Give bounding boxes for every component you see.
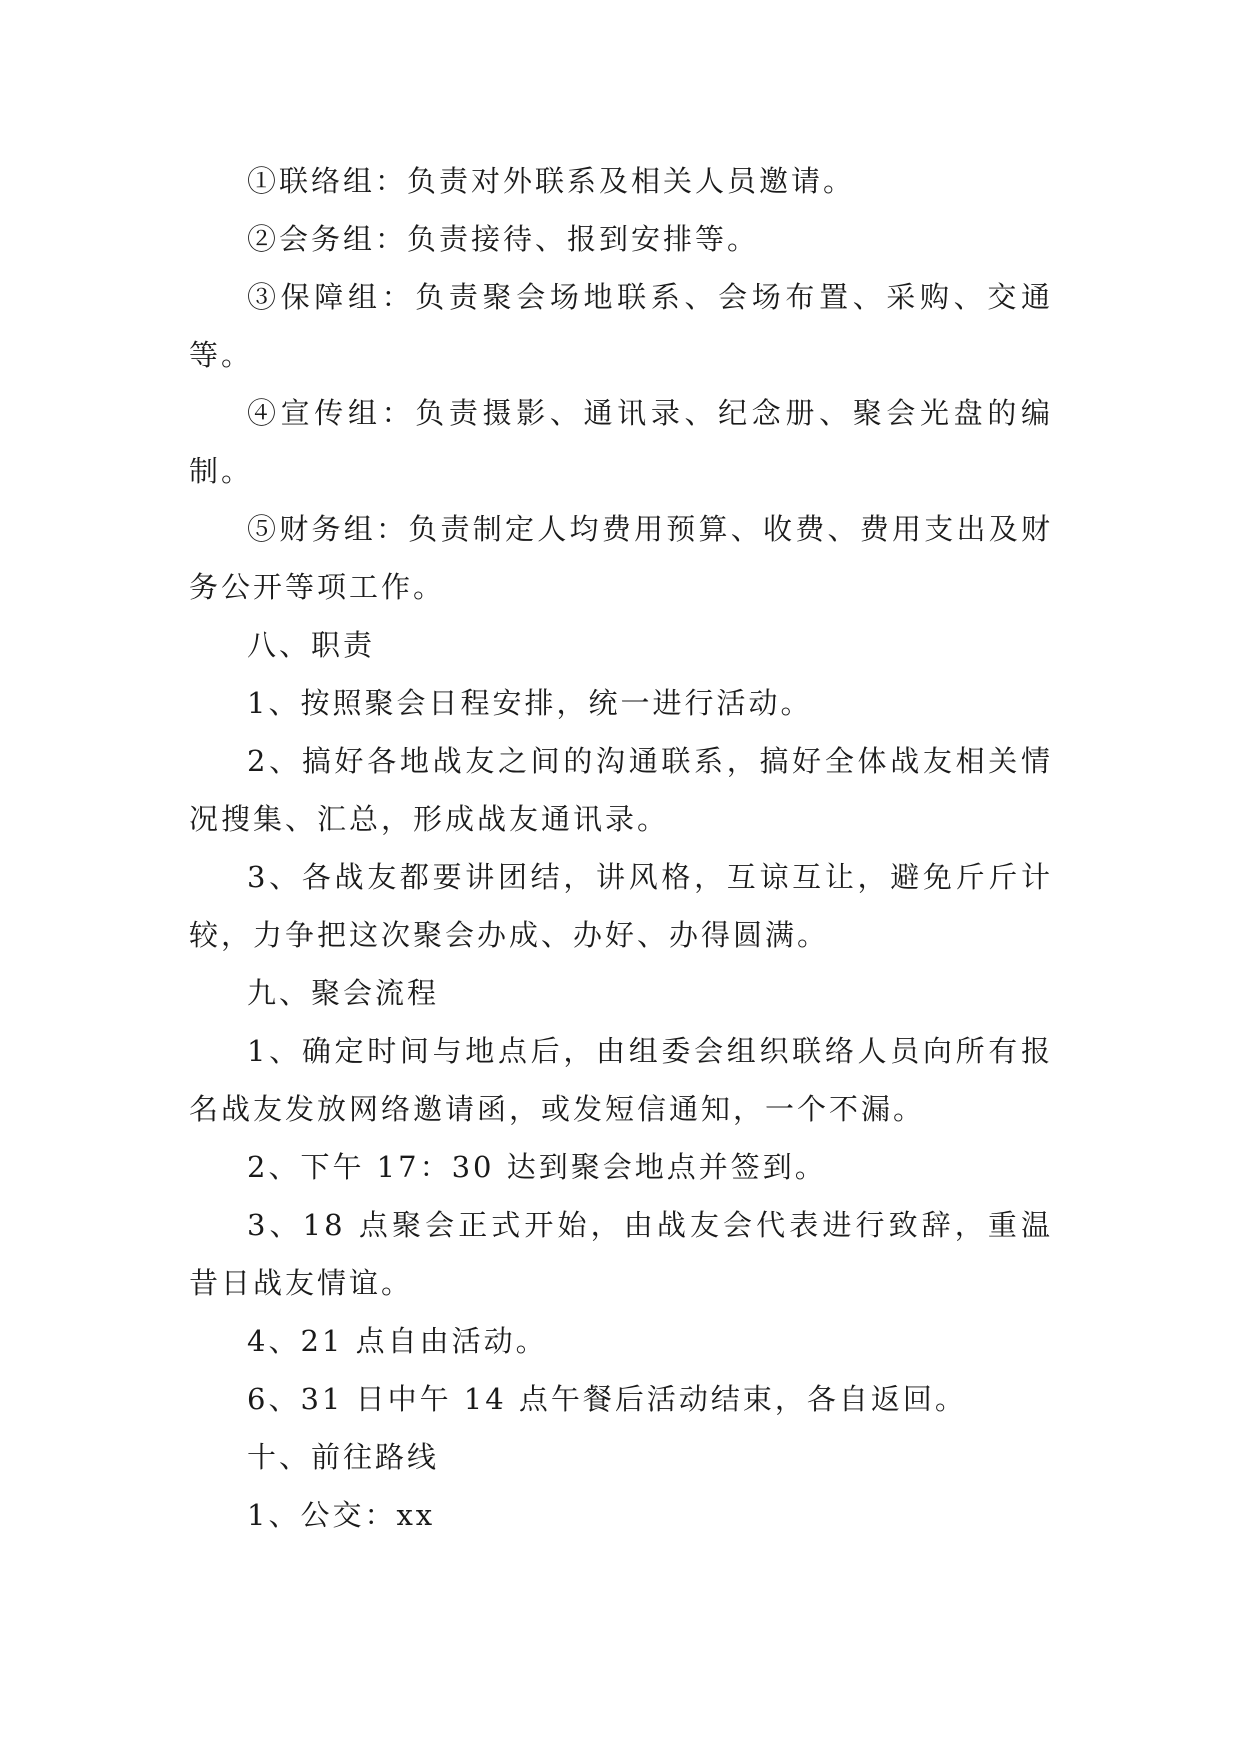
paragraph-finance-group: ⑤财务组：负责制定人均费用预算、收费、费用支出及财务公开等项工作。 (189, 512, 1053, 604)
paragraph-duty-1: 1、按照聚会日程安排，统一进行活动。 (247, 686, 813, 720)
document-body (189, 152, 1053, 1544)
paragraph-affairs-group: ②会务组：负责接待、报到安排等。 (247, 222, 760, 256)
section-heading-process: 九、聚会流程 (247, 976, 440, 1010)
paragraph-liaison-group: ①联络组：负责对外联系及相关人员邀请。 (247, 164, 856, 198)
paragraph-process-4: 4、21 点自由活动。 (247, 1324, 548, 1358)
paragraph-duty-3: 3、各战友都要讲团结，讲风格，互谅互让，避免斤斤计较，力争把这次聚会办成、办好、办得圆满。 (189, 860, 1053, 952)
paragraph-process-2: 2、下午 17：30 达到聚会地点并签到。 (247, 1150, 827, 1184)
paragraph-duty-2: 2、搞好各地战友之间的沟通联系，搞好全体战友相关情况搜集、汇总，形成战友通讯录。 (189, 744, 1053, 836)
section-heading-route: 十、前往路线 (247, 1440, 440, 1474)
paragraph-process-3: 3、18 点聚会正式开始，由战友会代表进行致辞，重温昔日战友情谊。 (189, 1208, 1053, 1300)
paragraph-process-1: 1、确定时间与地点后，由组委会组织联络人员向所有报名战友发放网络邀请函，或发短信通知，一个不漏。 (189, 1034, 1053, 1126)
paragraph-support-group: ③保障组：负责聚会场地联系、会场布置、采购、交通等。 (189, 280, 1053, 372)
paragraph-publicity-group: ④宣传组：负责摄影、通讯录、纪念册、聚会光盘的编制。 (189, 396, 1053, 488)
paragraph-route-1: 1、公交：xx (247, 1498, 436, 1532)
paragraph-process-6: 6、31 日中午 14 点午餐后活动结束，各自返回。 (247, 1382, 967, 1416)
section-heading-duties: 八、职责 (247, 628, 376, 662)
